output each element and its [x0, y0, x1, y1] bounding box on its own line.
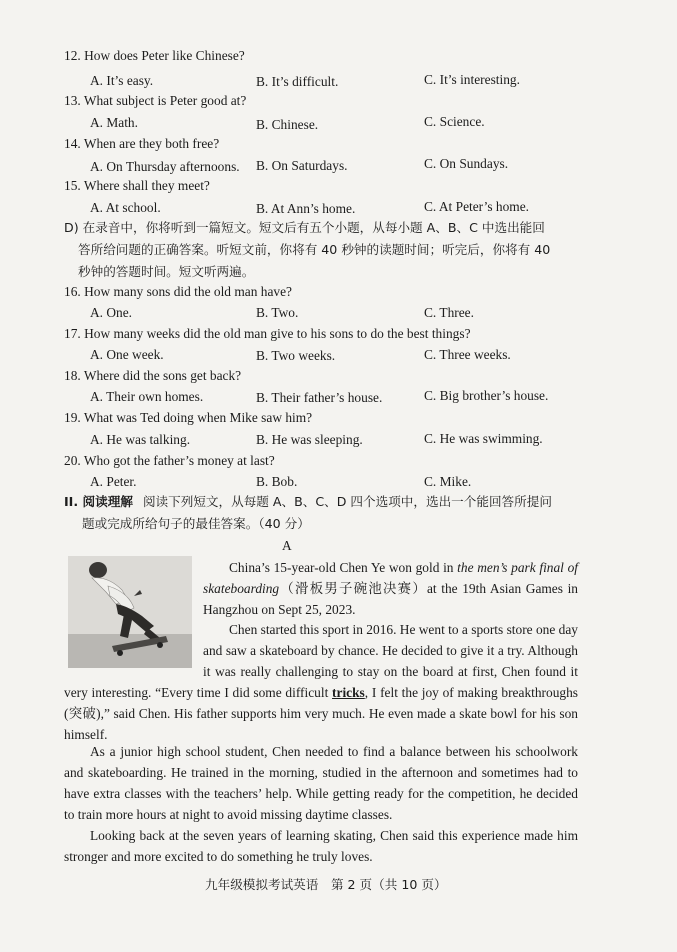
option-19-a: A. He was talking. [90, 432, 191, 447]
option-17-c: C. Three weeks. [424, 347, 511, 362]
option-18-c: C. Big brother’s house. [424, 388, 549, 403]
reading-section-instructions-line-1: 阅读下列短文，从每题 A、B、C、D 四个选项中，选出一个能回答所提问 [142, 494, 552, 509]
question-12: 12. How does Peter like Chinese? [64, 48, 245, 63]
option-13-b: B. Chinese. [256, 117, 319, 132]
option-20-c: C. Mike. [424, 474, 472, 489]
section-d-instructions-line-1: D) 在录音中，你将听到一篇短文。短文后有五个小题，从每小题 A、B、C 中选出能回 [64, 220, 545, 235]
option-16-c: C. Three. [424, 305, 474, 320]
question-16: 16. How many sons did the old man have? [64, 284, 292, 299]
passage-paragraph-2-start: Chen started this sport in 2016. He went to a sports store one day and saw a skateboard by chance. He decided to give it a try. Although it was really challenging to stay on the board at first, Chen found it very interesting. “Every time I did some difficult [64, 622, 578, 700]
passage-paragraph-4: Looking back at the seven years of learning skating, Chen said this experience made him stronger and more excited to do something he truly loves. [64, 828, 578, 864]
passage-paragraph-1-end: （滑板男子碗池决赛）at the 19th Asian Games in Hangzhou on Sept 25, 2023. [203, 581, 578, 617]
option-20-b: B. Bob. [256, 474, 298, 489]
passage-paragraph-2-end: , I felt the joy of making breakthroughs (突破),” said Chen. His father supports him very much. He even made a skate bowl for his son himself. [64, 685, 579, 742]
reading-section-instructions-line-2: 题或完成所给句子的最佳答案。（40 分） [82, 516, 310, 531]
option-15-a: A. At school. [90, 200, 161, 215]
event-name-italic: the men’s park final of skateboarding [203, 560, 578, 596]
reading-section-heading [64, 493, 552, 511]
option-13-a: A. Math. [90, 115, 138, 130]
option-18-a: A. Their own homes. [90, 389, 204, 404]
passage-paragraph-1 [203, 557, 578, 620]
question-13: 13. What subject is Peter good at? [64, 93, 247, 108]
option-19-b: B. He was sleeping. [256, 432, 363, 447]
option-17-a: A. One week. [90, 347, 164, 362]
option-19-c: C. He was swimming. [424, 431, 543, 446]
underlined-word-tricks: tricks [332, 685, 365, 700]
question-18: 18. Where did the sons get back? [64, 368, 242, 383]
passage-paragraph-3: As a junior high school student, Chen needed to find a balance between his schoolwork and skateboarding. He trained in the morning, studied in the afternoon and sometimes had to have extra classes with the teachers’ help. While getting ready for the competition, he decided to train more hours at night to avoid missing daytime classes. [64, 744, 578, 822]
option-14-a: A. On Thursday afternoons. [90, 159, 240, 174]
option-20-a: A. Peter. [90, 474, 137, 489]
passage-paragraph-2 [64, 619, 578, 745]
option-17-b: B. Two weeks. [256, 348, 336, 363]
passage-title: A [282, 538, 292, 553]
question-19: 19. What was Ted doing when Mike saw him? [64, 410, 313, 425]
question-14: 14. When are they both free? [64, 136, 220, 151]
option-13-c: C. Science. [424, 114, 485, 129]
option-12-c: C. It’s interesting. [424, 72, 520, 87]
section-d-instructions-line-3: 秒钟的答题时间。短文听两遍。 [78, 264, 255, 279]
option-14-b: B. On Saturdays. [256, 158, 348, 173]
option-15-c: C. At Peter’s home. [424, 199, 530, 214]
option-18-b: B. Their father’s house. [256, 390, 383, 405]
photo-wrap-spacer [64, 619, 203, 682]
question-20: 20. Who got the father’s money at last? [64, 453, 275, 468]
option-14-c: C. On Sundays. [424, 156, 509, 171]
page-footer: 九年级模拟考试英语 第 2 页（共 10 页） [205, 877, 447, 892]
reading-section-label: II. 阅读理解 [64, 494, 133, 509]
option-12-a: A. It’s easy. [90, 73, 154, 88]
passage-paragraph-1-start: China’s 15-year-old Chen Ye won gold in [229, 560, 458, 575]
option-16-b: B. Two. [256, 305, 299, 320]
question-15: 15. Where shall they meet? [64, 178, 210, 193]
option-12-b: B. It’s difficult. [256, 74, 339, 89]
question-17: 17. How many weeks did the old man give to his sons to do the best things? [64, 326, 471, 341]
option-16-a: A. One. [90, 305, 133, 320]
section-d-instructions-line-2: 答所给问题的正确答案。听短文前，你将有 40 秒钟的读题时间；听完后，你将有 40 [78, 242, 551, 257]
option-15-b: B. At Ann’s home. [256, 201, 356, 216]
